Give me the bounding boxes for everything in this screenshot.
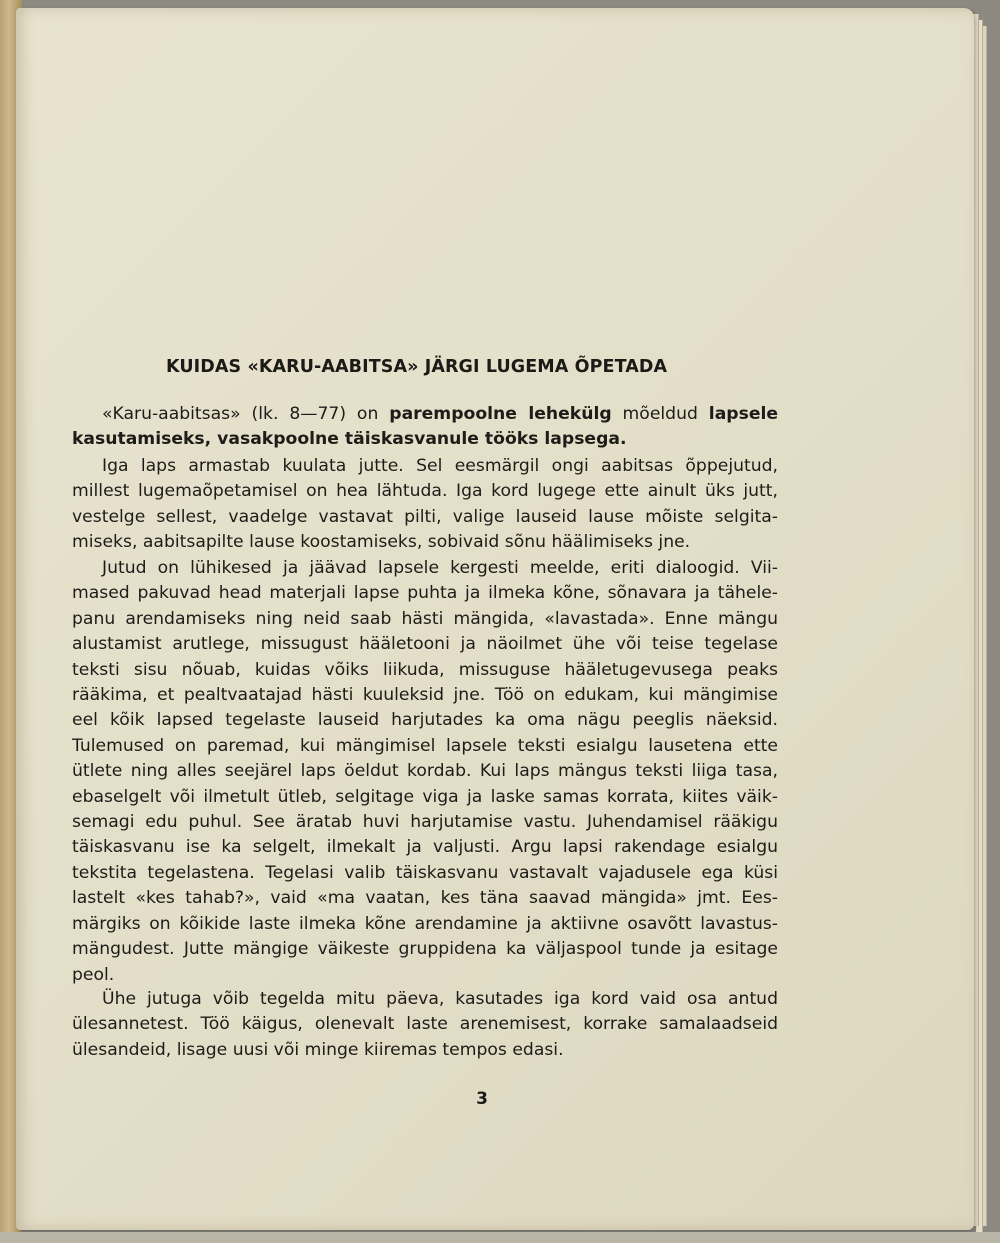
paragraph-2 [72, 454, 778, 556]
text-line: teksti sisu nõuab, kuidas võiks liikuda, missuguse hääletugevusega peaks [72, 659, 778, 680]
paragraph-1 [72, 402, 778, 453]
text-line: Jutud on lühikesed ja jäävad lapsele kergesti meelde, eriti dialoogid. Vii- [102, 558, 778, 578]
text-span: «Karu-aabitsas» (lk. 8—77) on [102, 404, 390, 424]
text-line: miseks, aabitsapilte lause koostamiseks, sobivaid sõnu häälimiseks jne. [72, 532, 691, 553]
paragraph-4 [72, 987, 778, 1063]
text-line: Tulemused on paremad, kui mängimisel lapsele teksti esialgu lausetena ette [72, 735, 778, 756]
text-line: mängudest. Jutte mängige väikeste gruppidena ka väljaspool tunde ja esitage [72, 939, 778, 960]
text-line: rääkima, et pealtvaatajad hästi kuuleksid jne. Töö on edukam, kui mängimise [72, 685, 778, 706]
page-title: KUIDAS «KARU-AABITSA» JÄRGI LUGEMA ÕPETADA [166, 357, 668, 377]
page-number: 3 [476, 1089, 488, 1109]
text-line: eel kõik lapsed tegelaste lauseid harjutades ka oma nägu peeglis näeksid. [72, 710, 778, 731]
text-line: märgiks on kõikide laste ilmeka kõne arendamine ja aktiivne osavõtt lavastus- [72, 913, 778, 934]
text-line: mased pakuvad head materjali lapse puhta ja ilmeka kõne, sõnavara ja tähele- [72, 583, 778, 604]
text-line: ülesandeid, lisage uusi või minge kiiremas tempos edasi. [72, 1039, 564, 1060]
bold-span: lapsele [708, 404, 779, 424]
table-surface [0, 1232, 1000, 1243]
paragraph-3 [72, 556, 778, 988]
text-line: Ühe jutuga võib tegelda mitu päeva, kasutades iga kord vaid osa antud [102, 989, 778, 1009]
text-line: lastelt «kes tahab?», vaid «ma vaatan, kes täna saavad mängida» jmt. Ees- [72, 888, 778, 909]
text-line: semagi edu puhul. See äratab huvi harjutamise vastu. Juhendamisel rääkigu [72, 812, 778, 833]
text-line: alustamist arutlege, missugust hääletooni ja näoilmet ühe või teise tegelase [72, 634, 778, 655]
text-line: ebaselgelt või ilmetult ütleb, selgitage viga ja laske samas korrata, kiites väik- [72, 786, 778, 807]
text-line: millest lugemaõpetamisel on hea lähtuda. Iga kord lugege ette ainult üks jutt, [72, 481, 778, 502]
text-line: vestelge sellest, vaadelge vastavat pilti, valige lauseid lause mõiste selgita- [72, 506, 778, 527]
text-line: Iga laps armastab kuulata jutte. Sel eesmärgil ongi aabitsas õppejutud, [102, 456, 778, 476]
text-line: tekstita tegelastena. Tegelasi valib täiskasvanu vastavalt vajadusele ega küsi [72, 862, 778, 883]
text-line: ütlete ning alles seejärel laps öeldut kordab. Kui laps mängus teksti liiga tasa, [72, 761, 778, 782]
text-line: peol. [72, 964, 115, 985]
text-line: kasutamiseks, vasakpoolne täiskasvanule tööks lapsega. [72, 429, 627, 450]
text-line: täiskasvanu ise ka selgelt, ilmekalt ja valjusti. Argu lapsi rakendage esialgu [72, 837, 778, 858]
text-line: panu arendamiseks ning neid saab hästi mängida, «lavastada». Enne mängu [72, 608, 778, 629]
text-line [72, 402, 778, 427]
text-span: mõeldud [611, 404, 709, 424]
text-line: ülesannetest. Töö käigus, olenevalt laste arenemisest, korrake samalaadseid [72, 1014, 778, 1035]
bold-span: parempoolne lehekülg [389, 404, 612, 424]
